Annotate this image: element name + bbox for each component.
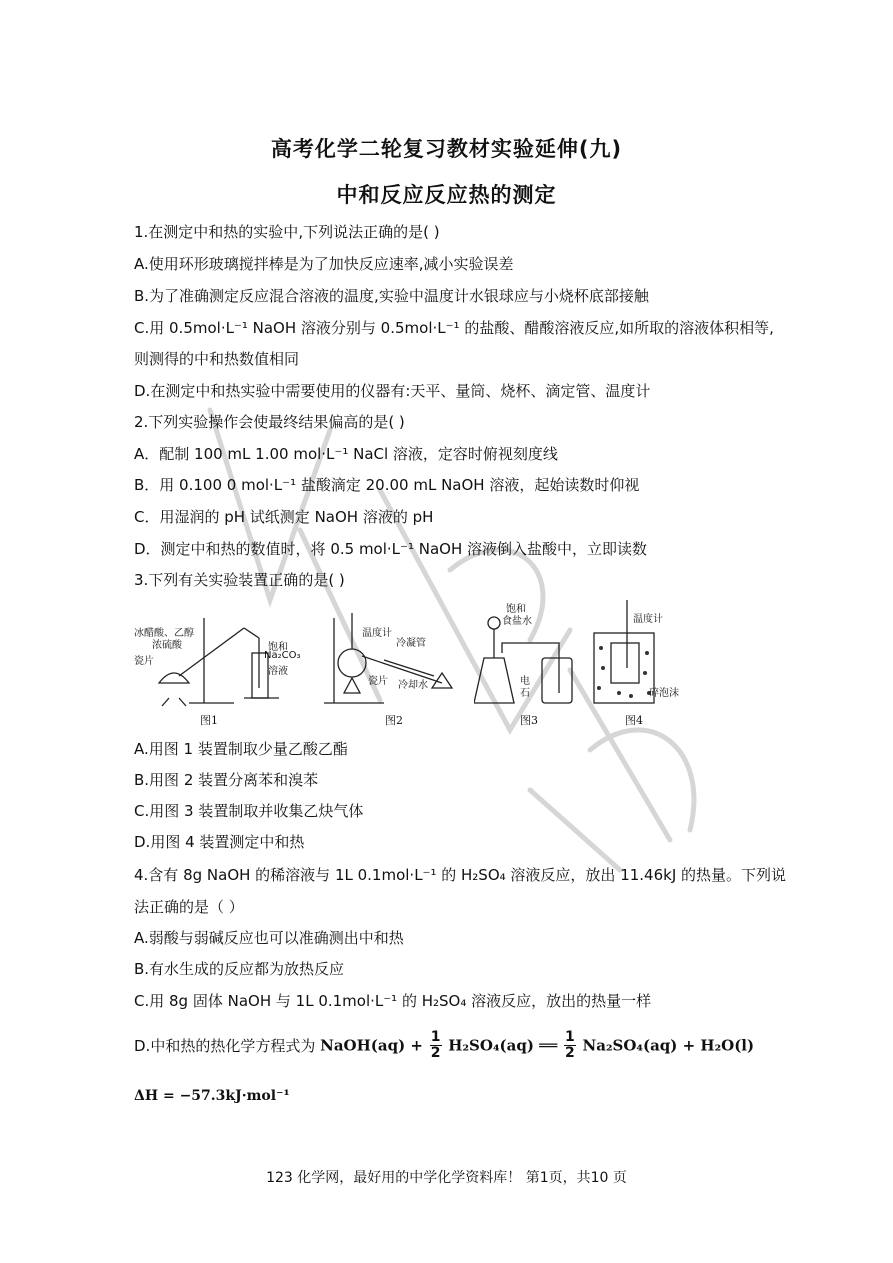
q1-option-b: B.为了准确测定反应混合溶液的温度,实验中温度计水银球应与小烧杯底部接触 bbox=[134, 287, 649, 305]
enthalpy-change: ΔH = −57.3kJ·mol⁻¹ bbox=[134, 1088, 290, 1104]
fig1-label-acid: 浓硫酸 bbox=[152, 640, 182, 651]
fig2-label-chips: 瓷片 bbox=[368, 676, 388, 687]
figure-4-caption: 图4 bbox=[625, 714, 643, 727]
q4-stem-line1: 4.含有 8g NaOH 的稀溶液与 1L 0.1mol·L⁻¹ 的 H₂SO₄ 溶液反应，放出 11.46kJ 的热量。下列说 bbox=[134, 866, 787, 884]
fig1-label-na2co3: Na₂CO₃ bbox=[264, 650, 301, 661]
q2-option-a: A．配制 100 mL 1.00 mol·L⁻¹ NaCl 溶液，定容时俯视刻度线 bbox=[134, 445, 558, 463]
figure-2-caption: 图2 bbox=[385, 714, 403, 727]
figure-3 bbox=[474, 598, 584, 728]
fig3-label-brine: 食盐水 bbox=[502, 616, 532, 627]
page-title: 高考化学二轮复习教材实验延伸(九) bbox=[270, 137, 623, 161]
figure-4 bbox=[589, 598, 679, 728]
q4-option-b: B.有水生成的反应都为放热反应 bbox=[134, 960, 345, 978]
fig1-label-reagents: 冰醋酸、乙醇 bbox=[134, 628, 194, 639]
q4-option-d-prefix: D.中和热的热化学方程式为 bbox=[134, 1037, 316, 1055]
q2-option-b: B．用 0.100 0 mol·L⁻¹ 盐酸滴定 20.00 mL NaOH 溶液，起始读数时仰视 bbox=[134, 476, 640, 494]
equation-fraction-1 bbox=[430, 1030, 442, 1061]
fig4-label-thermometer: 温度计 bbox=[633, 614, 663, 625]
equation-right: Na₂SO₄(aq) + H₂O(l) bbox=[582, 1036, 755, 1055]
q4-option-d-equation bbox=[134, 1030, 754, 1070]
q3-option-c: C.用图 3 装置制取并收集乙炔气体 bbox=[134, 802, 364, 820]
fig2-label-thermometer: 温度计 bbox=[362, 628, 392, 639]
page-footer: 123 化学网，最好用的中学化学资料库！ 第1页，共10 页 bbox=[266, 1170, 627, 1186]
q4-option-a: A.弱酸与弱碱反应也可以准确测出中和热 bbox=[134, 929, 404, 947]
fig2-label-water: 冷却水 bbox=[398, 680, 428, 691]
equation-fraction-2 bbox=[564, 1030, 576, 1061]
q3-option-d: D.用图 4 装置测定中和热 bbox=[134, 833, 305, 851]
q3-option-b: B.用图 2 装置分离苯和溴苯 bbox=[134, 771, 319, 789]
fraction-denominator: 2 bbox=[564, 1045, 575, 1061]
fig1-label-chips: 瓷片 bbox=[134, 656, 154, 667]
fig1-label-solution: 溶液 bbox=[268, 666, 288, 677]
q2-option-d: D．测定中和热的数值时，将 0.5 mol·L⁻¹ NaOH 溶液倒入盐酸中，立即读数 bbox=[134, 540, 647, 558]
fraction-denominator: 2 bbox=[430, 1045, 441, 1061]
equation-left: NaOH(aq) + bbox=[320, 1036, 423, 1055]
figure-2-drawing bbox=[324, 598, 464, 710]
fig1-label-saturated: 饱和 bbox=[268, 642, 288, 653]
q3-option-a: A.用图 1 装置制取少量乙酸乙酯 bbox=[134, 740, 348, 758]
fraction-numerator: 1 bbox=[564, 1029, 575, 1045]
q4-option-c: C.用 8g 固体 NaOH 与 1L 0.1mol·L⁻¹ 的 H₂SO₄ 溶液反应，放出的热量一样 bbox=[134, 992, 652, 1010]
fraction-numerator: 1 bbox=[430, 1029, 441, 1045]
fig3-label-saturated: 饱和 bbox=[506, 604, 526, 615]
page-subtitle: 中和反应反应热的测定 bbox=[336, 183, 557, 207]
figure-1-caption: 图1 bbox=[200, 714, 218, 727]
figure-1 bbox=[134, 598, 301, 728]
q3-figures bbox=[134, 598, 679, 728]
fig3-label-carbide1: 电 bbox=[520, 676, 530, 687]
q1-option-c-line1: C.用 0.5mol·L⁻¹ NaOH 溶液分别与 0.5mol·L⁻¹ 的盐酸、醋酸溶液反应,如所取的溶液体积相等, bbox=[134, 319, 774, 337]
fig2-label-condenser: 冷凝管 bbox=[396, 638, 426, 649]
figure-1-drawing bbox=[134, 598, 284, 710]
fig3-label-carbide2: 石 bbox=[520, 688, 530, 699]
q1-option-d: D.在测定中和热实验中需要使用的仪器有:天平、量筒、烧杯、滴定管、温度计 bbox=[134, 382, 651, 400]
q1-stem: 1.在测定中和热的实验中,下列说法正确的是( ) bbox=[134, 223, 440, 241]
q1-option-a: A.使用环形玻璃搅拌棒是为了加快反应速率,减小实验误差 bbox=[134, 255, 514, 273]
q4-stem-line2: 法正确的是（ ） bbox=[134, 898, 244, 916]
q3-stem: 3.下列有关实验装置正确的是( ) bbox=[134, 571, 345, 589]
fig4-label-foam: 碎泡沫 bbox=[649, 688, 679, 699]
equation-middle: H₂SO₄(aq) ══ bbox=[448, 1036, 558, 1055]
q2-stem: 2.下列实验操作会使最终结果偏高的是( ) bbox=[134, 413, 405, 431]
q2-option-c: C．用湿润的 pH 试纸测定 NaOH 溶液的 pH bbox=[134, 508, 434, 526]
q1-option-c-line2: 则测得的中和热数值相同 bbox=[134, 350, 300, 368]
figure-2 bbox=[324, 598, 464, 728]
figure-3-caption: 图3 bbox=[520, 714, 538, 727]
